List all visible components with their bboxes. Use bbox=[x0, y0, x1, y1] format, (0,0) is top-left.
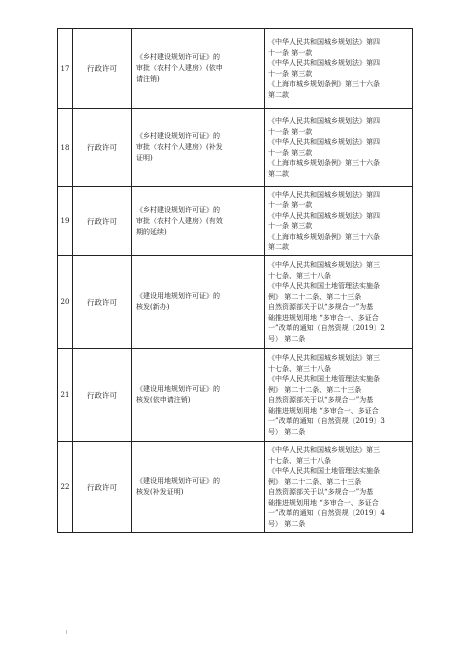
law-line: 第二款 bbox=[268, 90, 289, 99]
law-line: 十七条、第三十八条 bbox=[268, 271, 331, 280]
item-line: 审批（农村个人建房）(依申 bbox=[136, 64, 223, 72]
scan-mark bbox=[66, 630, 67, 634]
permit-item bbox=[132, 29, 265, 109]
law-line: 例》 第二十二条、第二十三条 bbox=[268, 385, 362, 394]
law-line: 十一条 第三款 bbox=[268, 222, 313, 230]
row-number: 22 bbox=[58, 442, 73, 533]
law-line: 《中华人民共和国城乡规划法》第四 bbox=[268, 38, 380, 46]
law-line: 自然资源部关于以“多规合一”为基 bbox=[268, 303, 374, 311]
permit-type: 行政许可 bbox=[73, 349, 132, 442]
item-line: 《乡村建设规划许可证》的 bbox=[136, 53, 220, 61]
law-line: 自然资源部关于以“多规合一”为基 bbox=[268, 396, 374, 404]
table-row bbox=[58, 187, 413, 256]
item-line: 《乡村建设规划许可证》的 bbox=[136, 205, 220, 214]
permit-table bbox=[57, 28, 413, 533]
table-row bbox=[58, 349, 413, 442]
law-line: 例》 第二十二条、第二十三条 bbox=[268, 292, 362, 301]
law-line: 《中华人民共和国土地管理法实施条 bbox=[268, 467, 380, 475]
law-line: 《中华人民共和国城乡规划法》第三 bbox=[268, 354, 380, 362]
law-line: 《中华人民共和国土地管理法实施条 bbox=[268, 375, 380, 383]
legal-basis bbox=[265, 109, 413, 187]
item-line: 期的延续) bbox=[136, 227, 167, 236]
law-line: 号） 第二条 bbox=[268, 519, 306, 528]
law-line: 十一条 第一款 bbox=[268, 201, 313, 209]
permit-item bbox=[132, 256, 265, 349]
table-row bbox=[58, 109, 413, 187]
legal-basis bbox=[265, 442, 413, 533]
item-line: 核发(补发证明) bbox=[136, 488, 184, 496]
law-line: 《中华人民共和国城乡规划法》第四 bbox=[268, 138, 380, 146]
item-line: 核发(依申请注销) bbox=[136, 396, 191, 404]
item-line: 《乡村建设规划许可证》的 bbox=[136, 132, 220, 140]
law-line: 十一条 第一款 bbox=[268, 127, 313, 136]
permit-item bbox=[132, 187, 265, 256]
law-line: 十一条 第一款 bbox=[268, 48, 313, 57]
law-line: 《上海市城乡规划条例》第三十六条 bbox=[268, 159, 380, 167]
permit-type: 行政许可 bbox=[73, 442, 132, 533]
law-line: 自然资源部关于以“多规合一”为基 bbox=[268, 488, 374, 496]
row-number: 17 bbox=[58, 29, 73, 109]
item-line: 《建设用地规划许可证》的 bbox=[136, 385, 220, 393]
law-line: 十七条、第三十八条 bbox=[268, 364, 331, 373]
permit-type: 行政许可 bbox=[73, 256, 132, 349]
law-line: 《中华人民共和国城乡规划法》第四 bbox=[268, 211, 380, 220]
law-line: 础推进规划用地 “多审合一、多证合 bbox=[268, 498, 379, 507]
law-line: 十七条、第三十八条 bbox=[268, 456, 331, 465]
law-line: 础推进规划用地 “多审合一、多证合 bbox=[268, 406, 379, 415]
item-line: 请注销) bbox=[136, 75, 160, 83]
law-line: 《中华人民共和国城乡规划法》第四 bbox=[268, 59, 380, 67]
law-line: 《中华人民共和国城乡规划法》第三 bbox=[268, 446, 380, 454]
law-line: 第二款 bbox=[268, 243, 289, 251]
row-number: 19 bbox=[58, 187, 73, 256]
table-row bbox=[58, 442, 413, 533]
legal-basis bbox=[265, 349, 413, 442]
law-line: 十一条 第三款 bbox=[268, 69, 313, 78]
law-line: 《中华人民共和国城乡规划法》第四 bbox=[268, 117, 380, 125]
item-line: 审批（农村个人建房）(有效 bbox=[136, 216, 223, 225]
law-line: 例》 第二十二条、第二十三条 bbox=[268, 477, 362, 486]
row-number: 20 bbox=[58, 256, 73, 349]
law-line: 础推进规划用地 “多审合一、多证合 bbox=[268, 313, 379, 322]
law-line: 《上海市城乡规划条例》第三十六条 bbox=[268, 80, 380, 88]
permit-type: 行政许可 bbox=[73, 29, 132, 109]
legal-basis bbox=[265, 256, 413, 349]
permit-item bbox=[132, 349, 265, 442]
law-line: 第二款 bbox=[268, 169, 289, 178]
item-line: 审批（农村个人建房）(补发 bbox=[136, 143, 223, 151]
permit-type: 行政许可 bbox=[73, 109, 132, 187]
law-line: 号） 第二条 bbox=[268, 427, 306, 436]
law-line: 一”改革的通知（自然资规〔2019〕4 bbox=[268, 509, 385, 517]
law-line: 号） 第二条 bbox=[268, 334, 306, 343]
permit-item bbox=[132, 442, 265, 533]
item-line: 核发(新办) bbox=[136, 303, 170, 311]
table-row bbox=[58, 256, 413, 349]
law-line: 十一条 第三款 bbox=[268, 148, 313, 157]
row-number: 21 bbox=[58, 349, 73, 442]
law-line: 《上海市城乡规划条例》第三十六条 bbox=[268, 232, 380, 241]
legal-basis bbox=[265, 187, 413, 256]
item-line: 证明) bbox=[136, 154, 153, 162]
law-line: 一”改革的通知（自然资规〔2019〕3 bbox=[268, 417, 385, 425]
law-line: 《中华人民共和国城乡规划法》第四 bbox=[268, 190, 380, 199]
law-line: 一”改革的通知（自然资规〔2019〕2 bbox=[268, 324, 385, 332]
item-line: 《建设用地规划许可证》的 bbox=[136, 477, 220, 485]
legal-basis bbox=[265, 29, 413, 109]
law-line: 《中华人民共和国土地管理法实施条 bbox=[268, 282, 380, 290]
permit-item bbox=[132, 109, 265, 187]
row-number: 18 bbox=[58, 109, 73, 187]
table-row bbox=[58, 29, 413, 109]
permit-type: 行政许可 bbox=[73, 187, 132, 256]
item-line: 《建设用地规划许可证》的 bbox=[136, 292, 220, 300]
law-line: 《中华人民共和国城乡规划法》第三 bbox=[268, 261, 380, 269]
